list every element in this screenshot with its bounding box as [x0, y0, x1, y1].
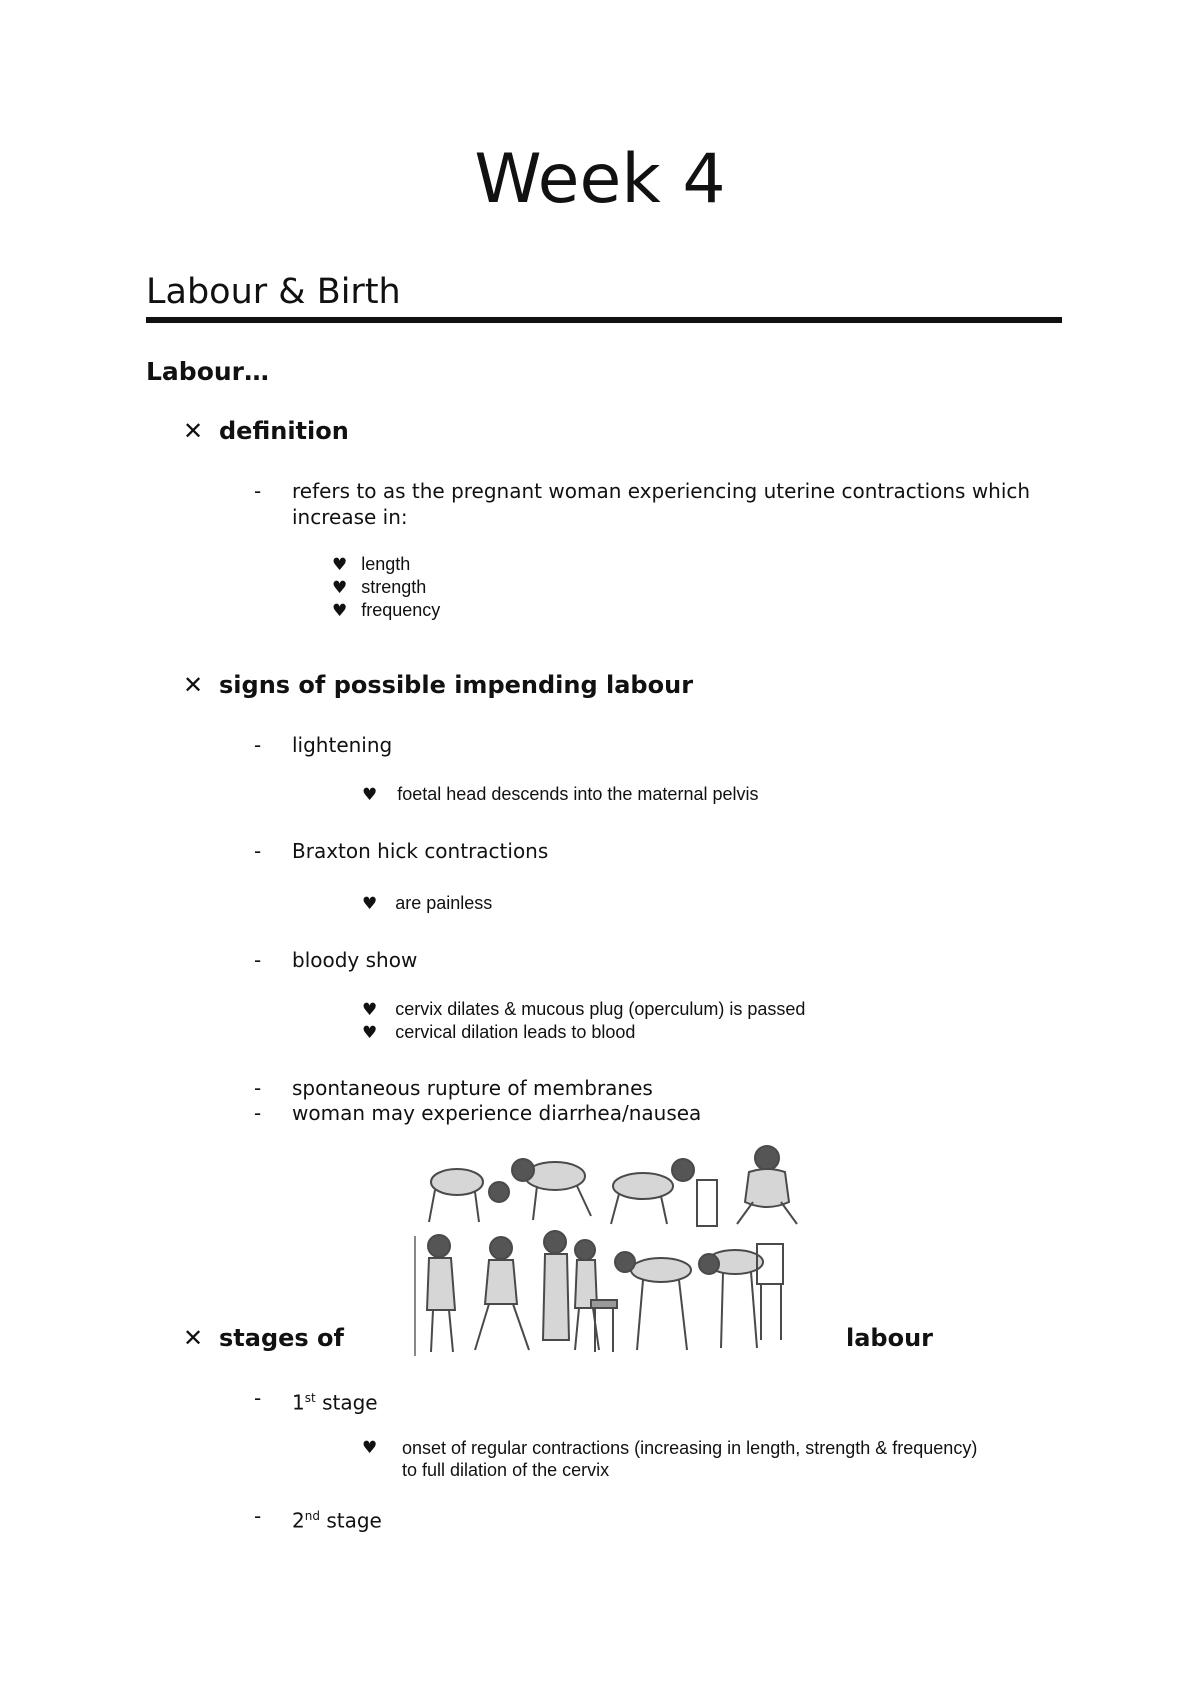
section-divider: [146, 317, 1062, 323]
subheading: Labour…: [146, 357, 269, 386]
second-stage-number: 2: [292, 1508, 305, 1533]
second-stage-word: stage: [326, 1508, 382, 1533]
heart-icon: ♥: [362, 1023, 378, 1043]
braxton-item: Braxton hick contractions: [292, 839, 549, 863]
list-item-label: frequency: [361, 600, 441, 620]
rupture-item: spontaneous rupture of membranes: [292, 1076, 653, 1100]
dash-marker: -: [254, 1386, 262, 1410]
second-stage-suffix: nd: [304, 1509, 320, 1523]
list-item-label: strength: [361, 577, 427, 597]
list-item: [332, 553, 440, 576]
signs-heading: [183, 669, 693, 701]
bloody-show-notes: [362, 998, 805, 1044]
definition-heading: [183, 415, 349, 447]
heart-icon: ♥: [362, 1000, 378, 1020]
section-heading: Labour & Birth: [146, 272, 401, 312]
heart-icon: ♥: [362, 1438, 378, 1458]
list-item-label: cervix dilates & mucous plug (operculum) is passed: [395, 999, 806, 1019]
heart-icon: ♥: [332, 601, 348, 621]
heart-icon: ♥: [362, 785, 378, 805]
dash-marker: -: [254, 479, 262, 503]
list-item: [362, 783, 758, 806]
stages-heading: [183, 1322, 344, 1354]
lightening-item: lightening: [292, 733, 393, 757]
dash-marker: -: [254, 1101, 262, 1125]
list-item: [362, 1021, 805, 1044]
list-item: [362, 998, 805, 1021]
list-item: [362, 892, 492, 915]
list-item-label: cervical dilation leads to blood: [395, 1022, 636, 1042]
list-item-label: length: [361, 554, 411, 574]
cross-icon: ✕: [183, 671, 204, 699]
diarrhea-item: woman may experience diarrhea/nausea: [292, 1101, 702, 1125]
cross-icon: ✕: [183, 417, 204, 445]
definition-text: refers to as the pregnant woman experiencing uterine contractions which increase in:: [292, 479, 1031, 529]
first-stage-word: stage: [322, 1390, 378, 1415]
dash-marker: -: [254, 733, 262, 757]
list-item: [332, 576, 440, 599]
labour-positions-illustration: [405, 1140, 815, 1362]
list-item: [332, 599, 440, 622]
dash-marker: -: [254, 1076, 262, 1100]
definition-list: [332, 553, 440, 622]
heart-icon: ♥: [332, 555, 348, 575]
dash-marker: -: [254, 1504, 262, 1528]
dash-marker: -: [254, 839, 262, 863]
lightening-note: foetal head descends into the maternal pelvis: [397, 784, 759, 804]
stages-heading-label: stages of: [219, 1324, 344, 1352]
heart-icon: ♥: [332, 578, 348, 598]
braxton-note: are painless: [395, 893, 493, 913]
list-item: [362, 1437, 982, 1481]
dash-marker: -: [254, 948, 262, 972]
first-stage-item: [292, 1385, 1052, 1416]
cross-icon: ✕: [183, 1324, 204, 1352]
second-stage-item: [292, 1503, 1052, 1534]
heart-icon: ♥: [362, 894, 378, 914]
page-title: Week 4: [474, 140, 726, 219]
signs-heading-label: signs of possible impending labour: [219, 671, 694, 699]
definition-heading-label: definition: [219, 417, 349, 445]
bloody-show-item: bloody show: [292, 948, 418, 972]
first-stage-note: onset of regular contractions (increasing in length, strength & frequency) to full dilation of the cervix: [402, 1438, 978, 1480]
first-stage-number: 1: [292, 1390, 305, 1415]
stages-heading-continued: labour: [846, 1324, 934, 1352]
first-stage-suffix: st: [304, 1391, 316, 1405]
